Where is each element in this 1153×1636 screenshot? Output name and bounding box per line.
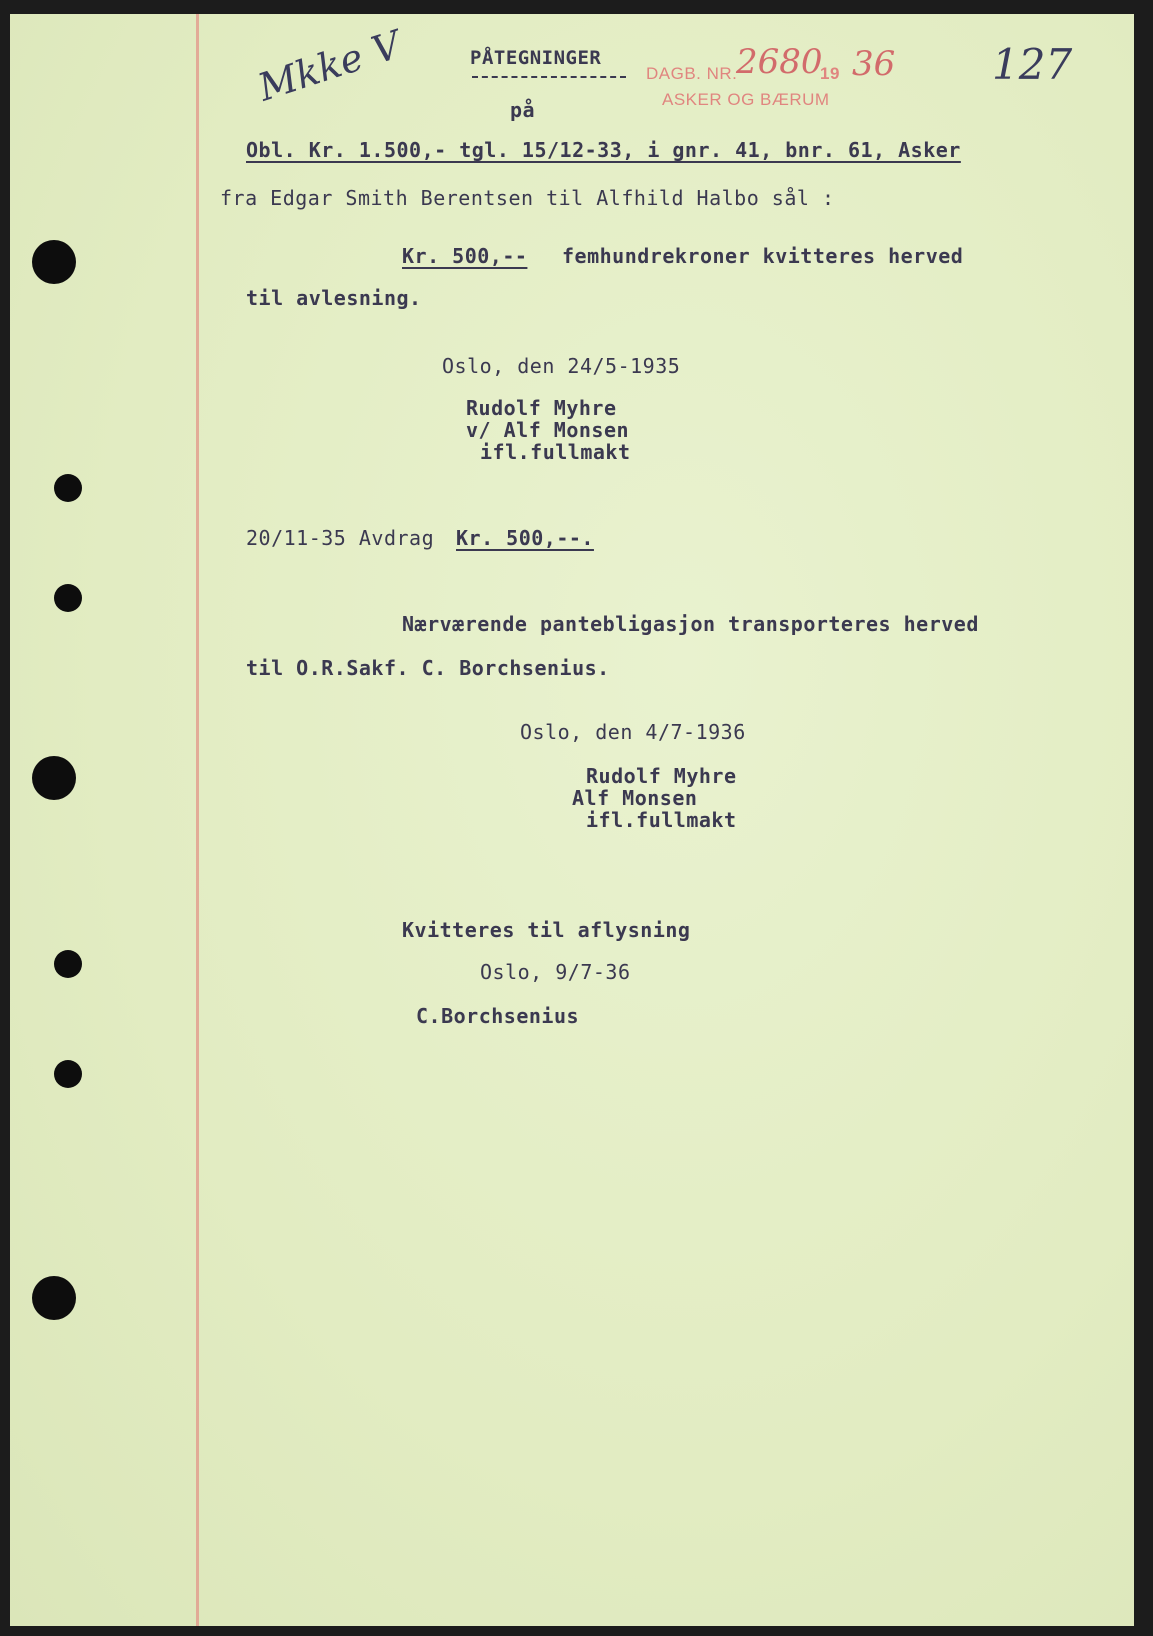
- entry1-signature-1: Rudolf Myhre: [466, 396, 617, 420]
- dagb-label: DAGB. NR.: [646, 64, 738, 83]
- punch-hole: [54, 950, 82, 978]
- entry1-text2: til avlesning.: [246, 286, 422, 310]
- entry1-place-date: Oslo, den 24/5-1935: [442, 354, 681, 378]
- entry3-text: Nærværende pantebligasjon transporteres herved: [402, 612, 979, 636]
- line-from: fra Edgar Smith Berentsen til Alfhild Halbo sål :: [220, 186, 835, 210]
- entry1-signature-3: ifl.fullmakt: [480, 440, 631, 464]
- entry1-text: femhundrekroner kvitteres herved: [562, 244, 964, 268]
- document-heading: Obl. Kr. 1.500,- tgl. 15/12-33, i gnr. 41, bnr. 61, Asker: [246, 138, 961, 162]
- entry3-text2: til O.R.Sakf. C. Borchsenius.: [246, 656, 610, 680]
- punch-hole: [54, 474, 82, 502]
- dagb-number: 2680: [736, 42, 823, 82]
- entry3-signature-2: Alf Monsen: [572, 786, 698, 810]
- entry1-signature-2: v/ Alf Monsen: [466, 418, 630, 442]
- margin-line: [196, 14, 199, 1626]
- entry3-signature-3: ifl.fullmakt: [586, 808, 737, 832]
- entry1-amount: Kr. 500,--: [402, 244, 528, 268]
- entry3-signature-1: Rudolf Myhre: [586, 764, 737, 788]
- entry2-amount: Kr. 500,--.: [456, 526, 594, 550]
- entry2-prefix: 20/11-35 Avdrag: [246, 526, 435, 550]
- entry4-place-date: Oslo, 9/7-36: [480, 960, 631, 984]
- stamp-district: ASKER OG BÆRUM: [662, 90, 830, 109]
- page-title: PÅTEGNINGER: [470, 47, 602, 69]
- entry4-signature: C.Borchsenius: [416, 1004, 580, 1028]
- entry4-text: Kvitteres til aflysning: [402, 918, 691, 942]
- entry3-place-date: Oslo, den 4/7-1936: [520, 720, 746, 744]
- page-subtitle: på: [510, 98, 536, 122]
- punch-hole: [32, 240, 76, 284]
- punch-hole: [54, 1060, 82, 1088]
- punch-hole: [54, 584, 82, 612]
- handwritten-initials: Mkke V: [252, 22, 407, 110]
- document-sheet: [10, 14, 1134, 1626]
- title-rule: [472, 76, 626, 78]
- punch-hole: [32, 1276, 76, 1320]
- punch-hole: [32, 756, 76, 800]
- stamp-year-prefix: 19: [820, 64, 840, 83]
- stamp-year: 36: [852, 44, 896, 84]
- page-number: 127: [992, 40, 1073, 89]
